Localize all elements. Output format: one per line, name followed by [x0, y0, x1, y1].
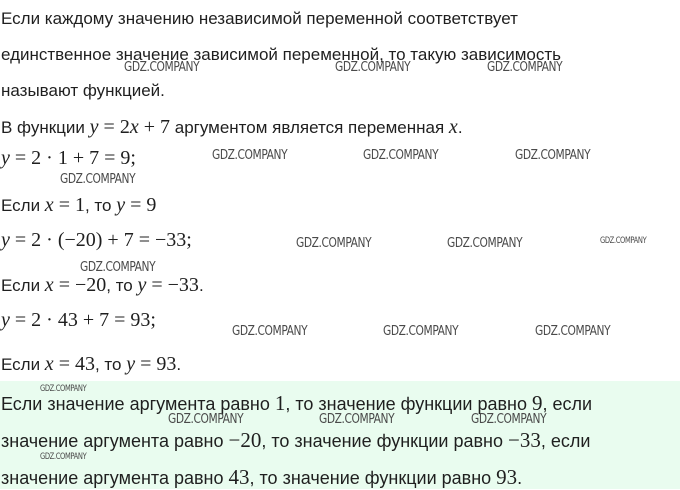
definition-line-1: Если каждому значению независимой переменной соответствует [1, 9, 518, 28]
watermark: GDZ.COMPANY [487, 60, 563, 75]
watermark: GDZ.COMPANY [335, 60, 411, 75]
answer-line-2: значение аргумента равно −20, то значение функции равно −33, если [1, 428, 591, 452]
watermark: GDZ.COMPANY [232, 324, 308, 339]
argument-statement: В функции y = 2x + 7 аргументом является переменная x. [1, 116, 463, 138]
answer-text [0, 381, 680, 489]
definition-line-2: единственное значение зависимой переменной, то такую зависимость [1, 45, 562, 64]
watermark: GDZ.COMPANY [471, 412, 547, 427]
watermark: GDZ.COMPANY [515, 148, 591, 163]
result-case-2: Если x = −20, то y = −33. [1, 274, 204, 296]
equation-case-3: y = 2 · 43 + 7 = 93; [1, 309, 156, 331]
watermark: GDZ.COMPANY [80, 260, 156, 275]
equation-case-1: y = 2 · 1 + 7 = 9; [1, 147, 136, 169]
watermark: GDZ.COMPANY [60, 172, 136, 187]
watermark: GDZ.COMPANY [447, 236, 523, 251]
result-case-3: Если x = 43, то y = 93. [1, 353, 182, 375]
answer-line-3: значение аргумента равно 43, то значение функции равно 93. [1, 465, 523, 489]
watermark: GDZ.COMPANY [296, 236, 372, 251]
watermark: GDZ.COMPANY [40, 384, 87, 394]
watermark: GDZ.COMPANY [40, 452, 87, 462]
watermark: GDZ.COMPANY [363, 148, 439, 163]
watermark: GDZ.COMPANY [319, 412, 395, 427]
answer-line-1: Если значение аргумента равно 1, то значение функции равно 9, если [1, 391, 593, 415]
watermark: GDZ.COMPANY [168, 412, 244, 427]
watermark: GDZ.COMPANY [212, 148, 288, 163]
watermark: GDZ.COMPANY [600, 236, 647, 246]
definition-line-3: называют функцией. [1, 81, 165, 100]
watermark: GDZ.COMPANY [535, 324, 611, 339]
watermark: GDZ.COMPANY [383, 324, 459, 339]
watermark: GDZ.COMPANY [124, 60, 200, 75]
equation-case-2: y = 2 · (−20) + 7 = −33; [1, 229, 192, 251]
result-case-1: Если x = 1, то y = 9 [1, 194, 157, 216]
